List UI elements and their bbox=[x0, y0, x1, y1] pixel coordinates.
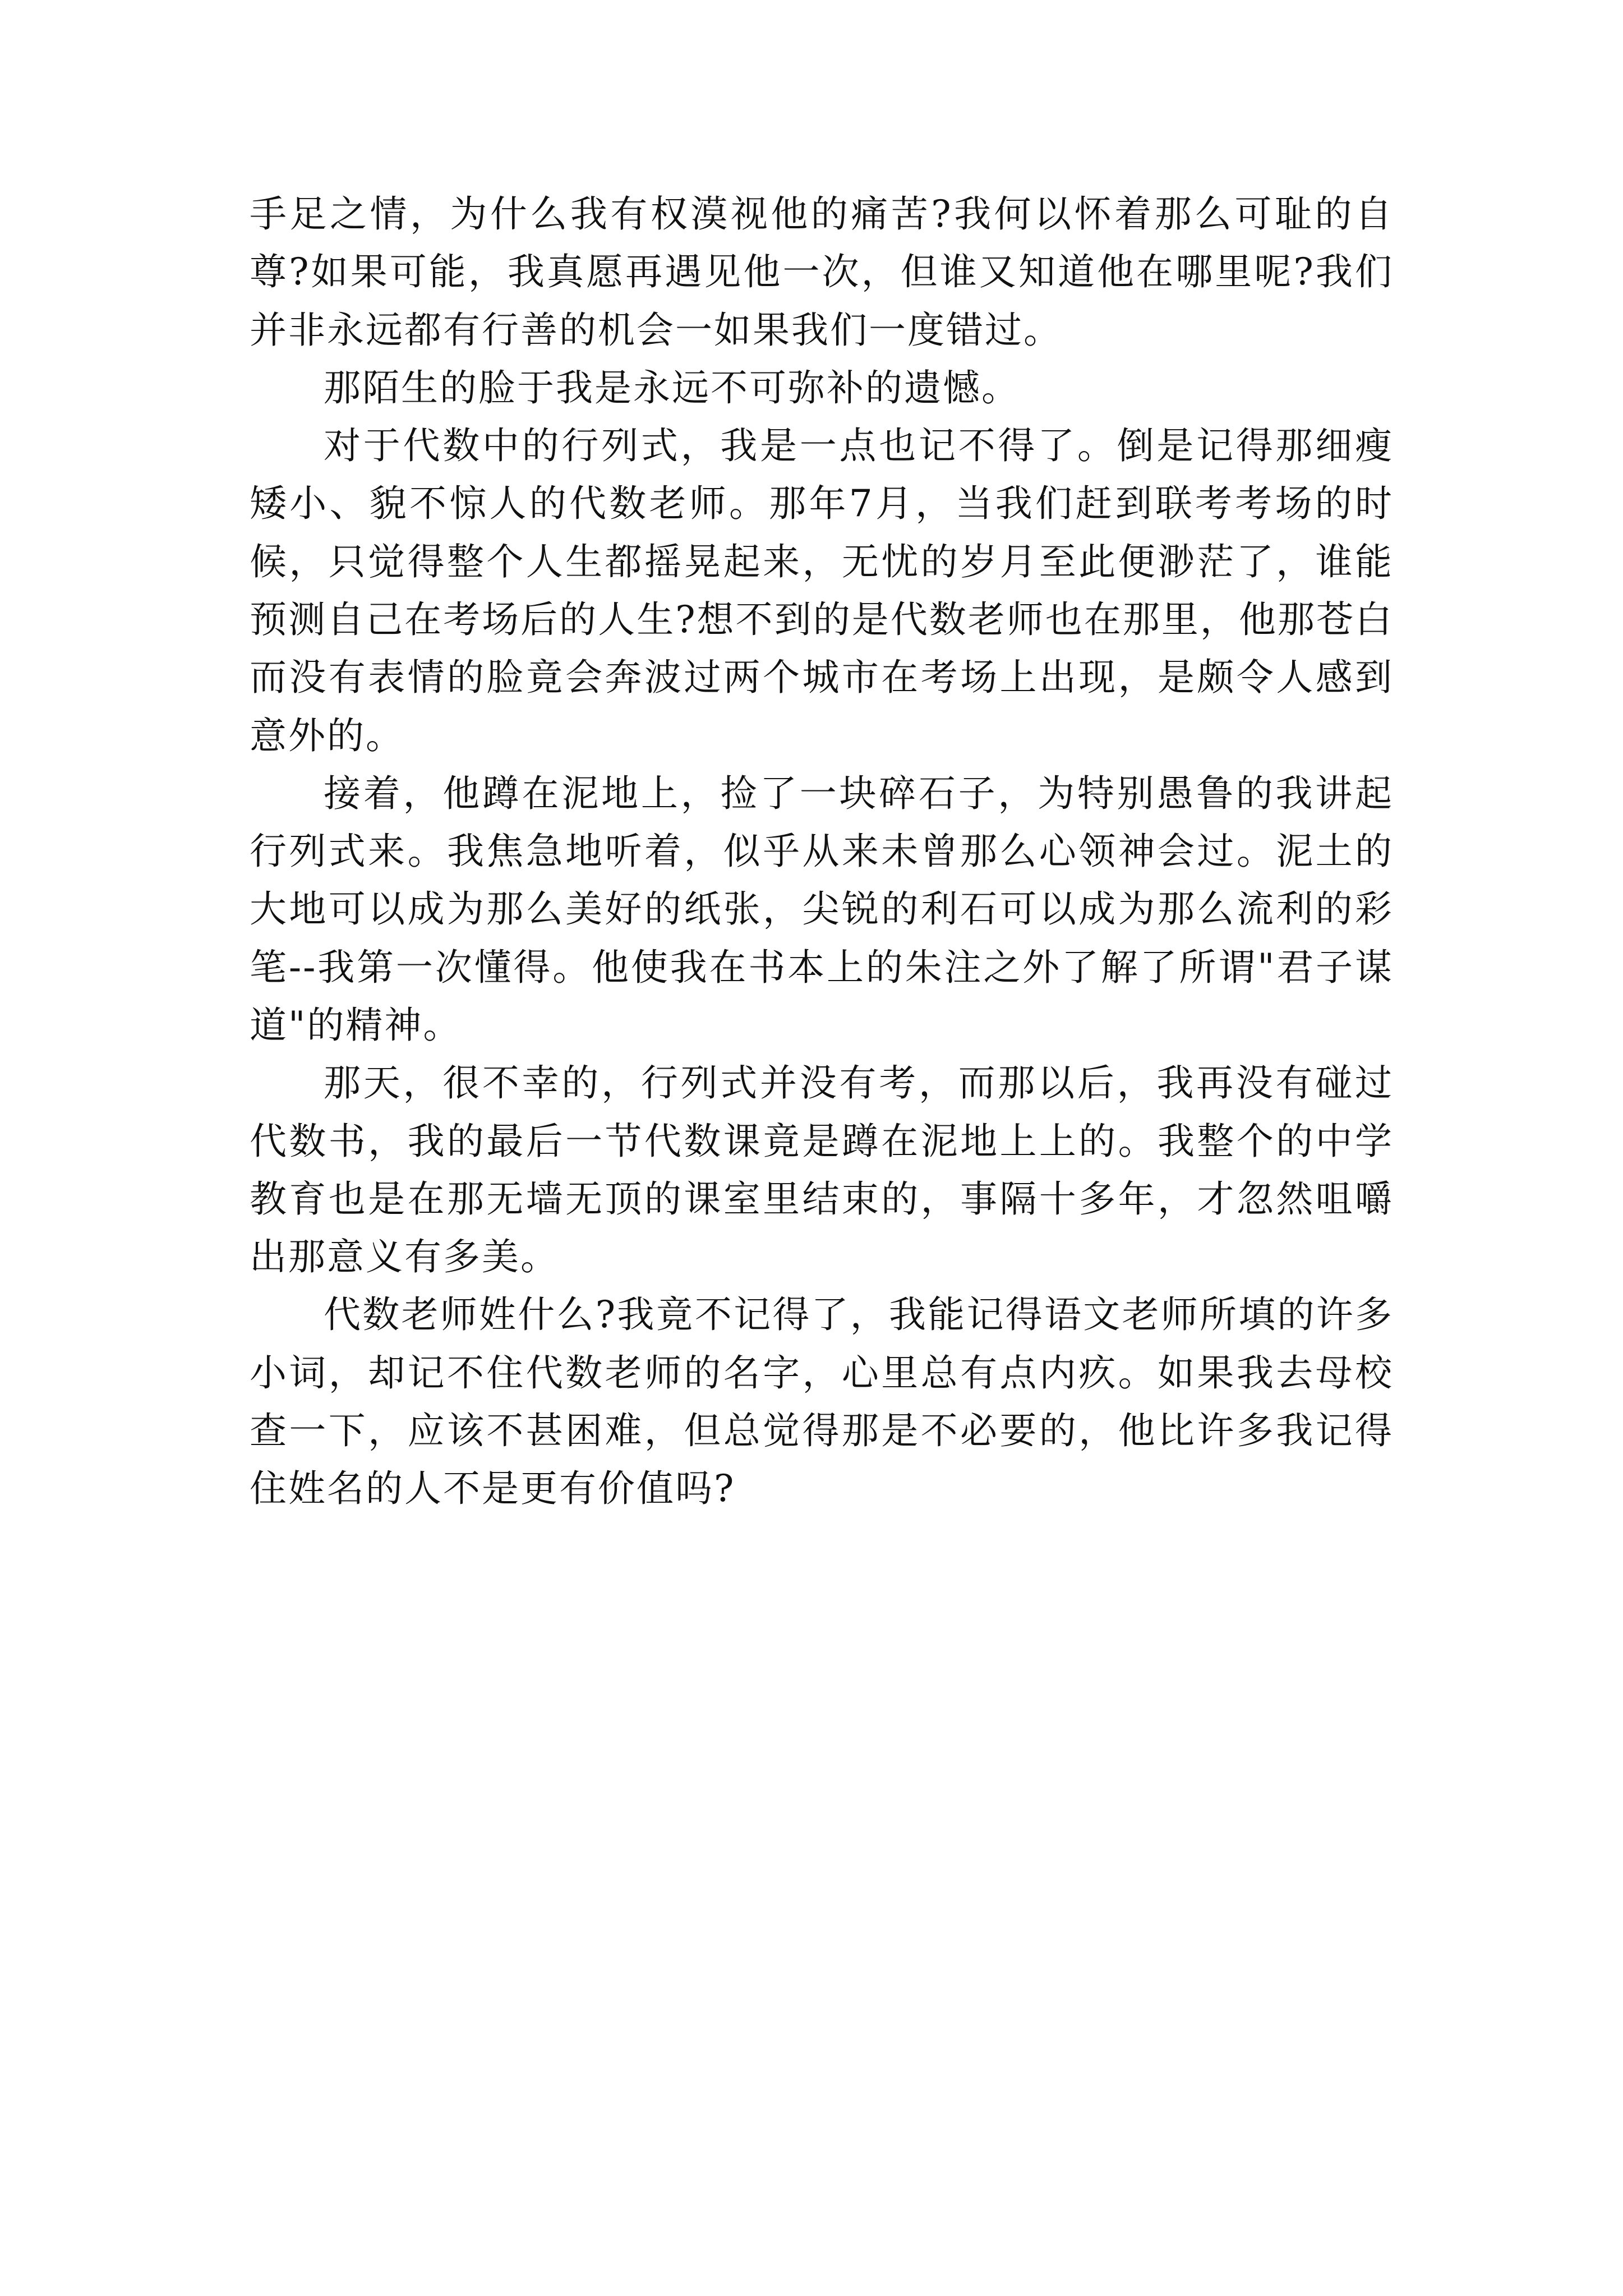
document-body bbox=[250, 185, 1394, 1517]
paragraph-1: 手足之情，为什么我有权漠视他的痛苦?我何以怀着那么可耻的自尊?如果可能，我真愿再遇见他一次，但谁又知道他在哪里呢?我们并非永远都有行善的机会一如果我们一度错过。 bbox=[250, 192, 1394, 352]
paragraph-4: 接着，他蹲在泥地上，捡了一块碎石子，为特别愚鲁的我讲起行列式来。我焦急地听着，似乎从来未曾那么心领神会过。泥土的大地可以成为那么美好的纸张，尖锐的利石可以成为那么流利的彩笔--我第一次懂得。他使我在书本上的朱注之外了解了所谓"君子谋道"的精神。 bbox=[250, 771, 1394, 1047]
paragraph-5: 那天，很不幸的，行列式并没有考，而那以后，我再没有碰过代数书，我的最后一节代数课竟是蹲在泥地上上的。我整个的中学教育也是在那无墙无顶的课室里结束的，事隔十多年，才忽然咀嚼出那意义有多美。 bbox=[250, 1061, 1394, 1279]
paragraph-3: 对于代数中的行列式，我是一点也记不得了。倒是记得那细瘦矮小、貌不惊人的代数老师。那年7月，当我们赶到联考考场的时候，只觉得整个人生都摇晃起来，无忧的岁月至此便渺茫了，谁能预测自己在考场后的人生?想不到的是代数老师也在那里，他那苍白而没有表情的脸竟会奔波过两个城市在考场上出现，是颇令人感到意外的。 bbox=[250, 424, 1394, 757]
paragraph-2: 那陌生的脸于我是永远不可弥补的遗憾。 bbox=[324, 366, 1020, 409]
paragraph-6: 代数老师姓什么?我竟不记得了，我能记得语文老师所填的许多小词，却记不住代数老师的名字，心里总有点内疚。如果我去母校查一下，应该不甚困难，但总觉得那是不必要的，他比许多我记得住姓名的人不是更有价值吗? bbox=[250, 1293, 1394, 1511]
